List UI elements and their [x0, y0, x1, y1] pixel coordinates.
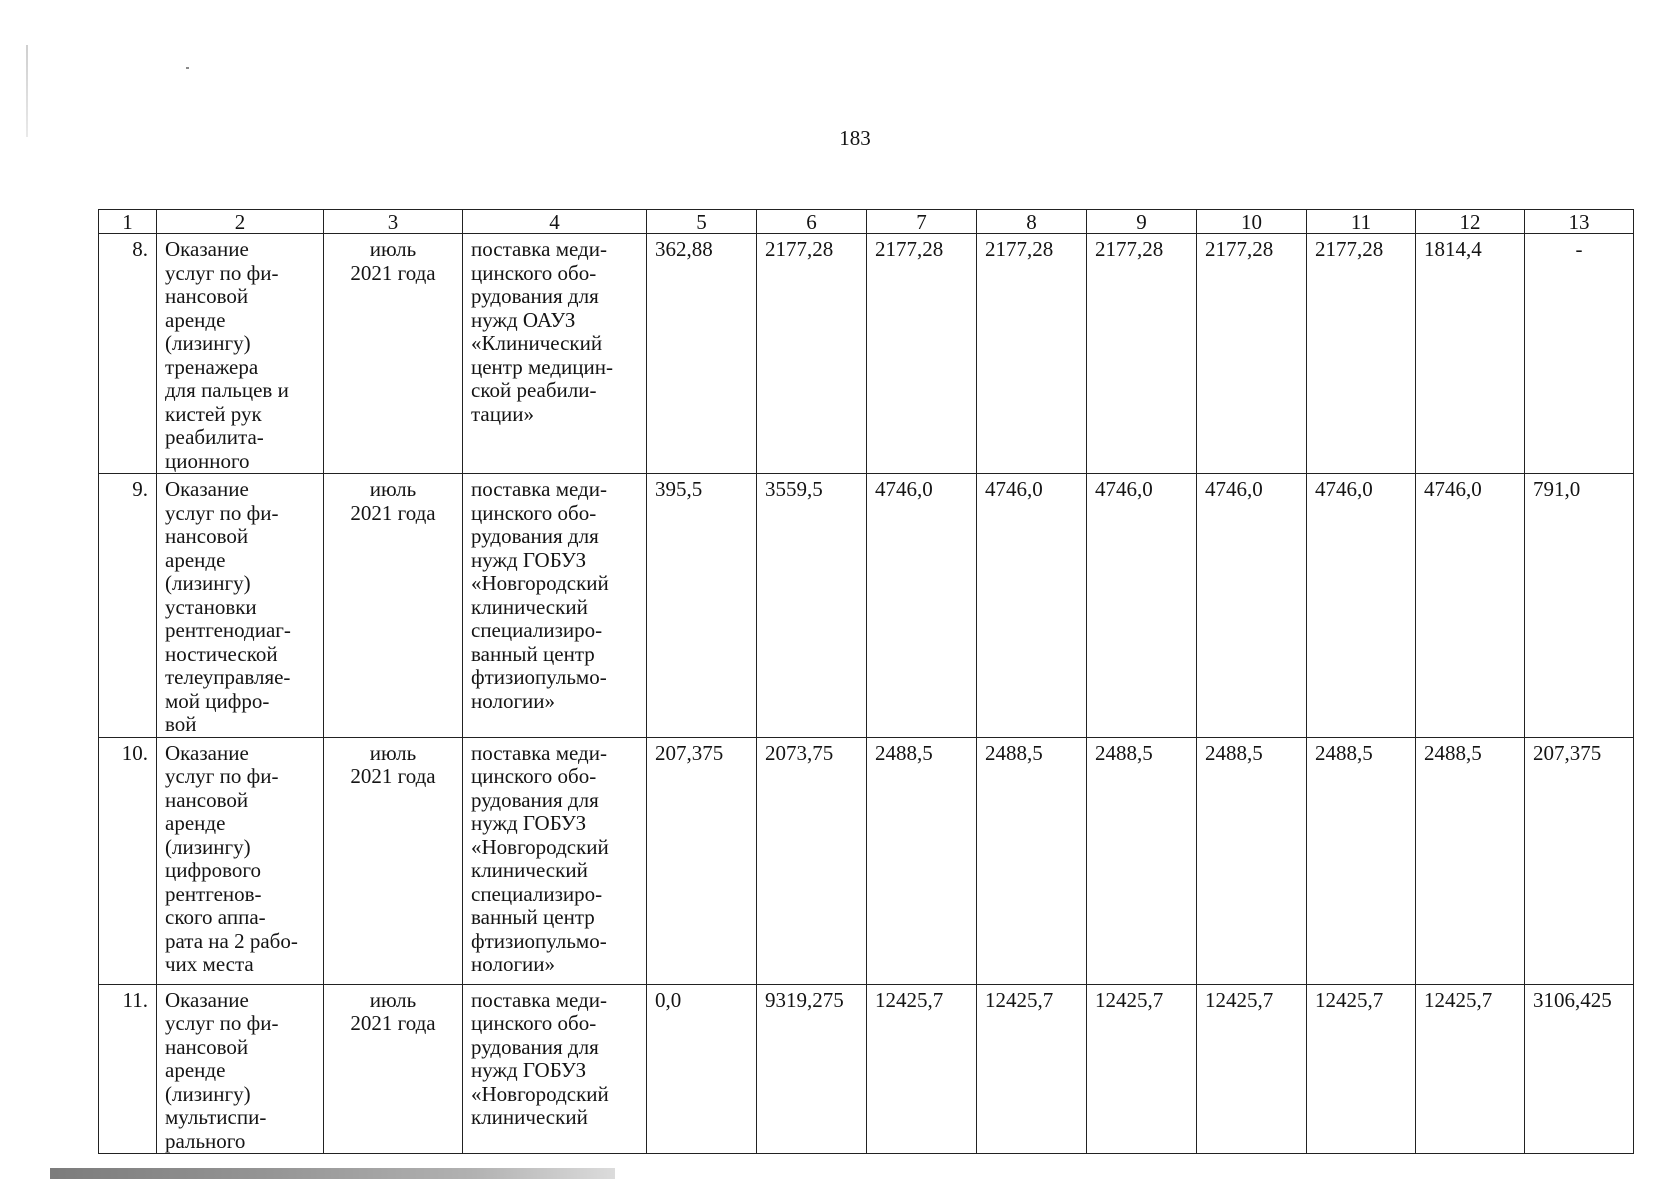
column-number: 13: [1525, 210, 1634, 234]
value-cell: 4746,0: [1197, 474, 1307, 738]
purpose-cell: поставка меди- цинского обо- рудования для нужд ГОБУЗ «Новгородский клинический: [463, 984, 647, 1154]
period-cell: июль 2021 года: [324, 234, 463, 474]
row-number: 11.: [99, 984, 157, 1154]
value-cell: 2177,28: [1087, 234, 1197, 474]
column-number: 3: [324, 210, 463, 234]
value-cell: 2177,28: [1197, 234, 1307, 474]
value-cell: 12425,7: [977, 984, 1087, 1154]
financial-table: [98, 209, 1634, 1154]
value-cell: 207,375: [647, 737, 757, 984]
value-cell: 0,0: [647, 984, 757, 1154]
value-cell: 12425,7: [1197, 984, 1307, 1154]
column-number: 5: [647, 210, 757, 234]
scan-edge-artifact: [26, 45, 28, 137]
service-description: Оказание услуг по фи- нансовой аренде (лизингу) цифрового рентгенов- ского аппа- рата на 2 рабо- чих места: [157, 737, 324, 984]
column-number: 12: [1416, 210, 1525, 234]
value-cell: 2488,5: [1416, 737, 1525, 984]
column-number-row: [99, 210, 1634, 234]
value-cell: 12425,7: [1416, 984, 1525, 1154]
value-cell: 9319,275: [757, 984, 867, 1154]
value-cell: 2177,28: [1307, 234, 1416, 474]
value-cell: 395,5: [647, 474, 757, 738]
value-cell: 2177,28: [977, 234, 1087, 474]
row-number: 9.: [99, 474, 157, 738]
purpose-cell: поставка меди- цинского обо- рудования для нужд ГОБУЗ «Новгородский клинический специализиро- ванный центр фтизиопульмо- нологии»: [463, 474, 647, 738]
value-cell: 2488,5: [1307, 737, 1416, 984]
value-cell: 4746,0: [1307, 474, 1416, 738]
column-number: 4: [463, 210, 647, 234]
value-cell: 4746,0: [867, 474, 977, 738]
column-number: 1: [99, 210, 157, 234]
value-cell: -: [1525, 234, 1634, 474]
value-cell: 12425,7: [867, 984, 977, 1154]
scan-speck-artifact: [186, 67, 189, 69]
value-cell: 2488,5: [977, 737, 1087, 984]
period-cell: июль 2021 года: [324, 737, 463, 984]
value-cell: 207,375: [1525, 737, 1634, 984]
value-cell: 1814,4: [1416, 234, 1525, 474]
page-number: 183: [839, 126, 871, 150]
value-cell: 2177,28: [757, 234, 867, 474]
value-cell: 4746,0: [1416, 474, 1525, 738]
scan-bar-artifact: [50, 1168, 615, 1179]
value-cell: 2177,28: [867, 234, 977, 474]
column-number: 11: [1307, 210, 1416, 234]
value-cell: 4746,0: [977, 474, 1087, 738]
purpose-cell: поставка меди- цинского обо- рудования для нужд ОАУЗ «Клинический центр медицин- ской реабили- тации»: [463, 234, 647, 474]
column-number: 8: [977, 210, 1087, 234]
value-cell: 791,0: [1525, 474, 1634, 738]
table-row: [99, 984, 1634, 1154]
value-cell: 3559,5: [757, 474, 867, 738]
value-cell: 12425,7: [1087, 984, 1197, 1154]
column-number: 10: [1197, 210, 1307, 234]
column-number: 6: [757, 210, 867, 234]
row-number: 10.: [99, 737, 157, 984]
value-cell: 4746,0: [1087, 474, 1197, 738]
column-number: 2: [157, 210, 324, 234]
column-number: 9: [1087, 210, 1197, 234]
table-row: [99, 737, 1634, 984]
row-number: 8.: [99, 234, 157, 474]
service-description: Оказание услуг по фи- нансовой аренде (лизингу) тренажера для пальцев и кистей рук реабилита- ционного: [157, 234, 324, 474]
service-description: Оказание услуг по фи- нансовой аренде (лизингу) установки рентгенодиаг- ностической телеуправляе- мой цифро- вой: [157, 474, 324, 738]
value-cell: 2488,5: [1197, 737, 1307, 984]
value-cell: 3106,425: [1525, 984, 1634, 1154]
value-cell: 2488,5: [867, 737, 977, 984]
period-cell: июль 2021 года: [324, 474, 463, 738]
table-row: [99, 474, 1634, 738]
table-row: [99, 234, 1634, 474]
value-cell: 12425,7: [1307, 984, 1416, 1154]
column-number: 7: [867, 210, 977, 234]
value-cell: 362,88: [647, 234, 757, 474]
purpose-cell: поставка меди- цинского обо- рудования для нужд ГОБУЗ «Новгородский клинический специализиро- ванный центр фтизиопульмо- нологии»: [463, 737, 647, 984]
value-cell: 2488,5: [1087, 737, 1197, 984]
period-cell: июль 2021 года: [324, 984, 463, 1154]
value-cell: 2073,75: [757, 737, 867, 984]
service-description: Оказание услуг по фи- нансовой аренде (лизингу) мультиспи- рального: [157, 984, 324, 1154]
